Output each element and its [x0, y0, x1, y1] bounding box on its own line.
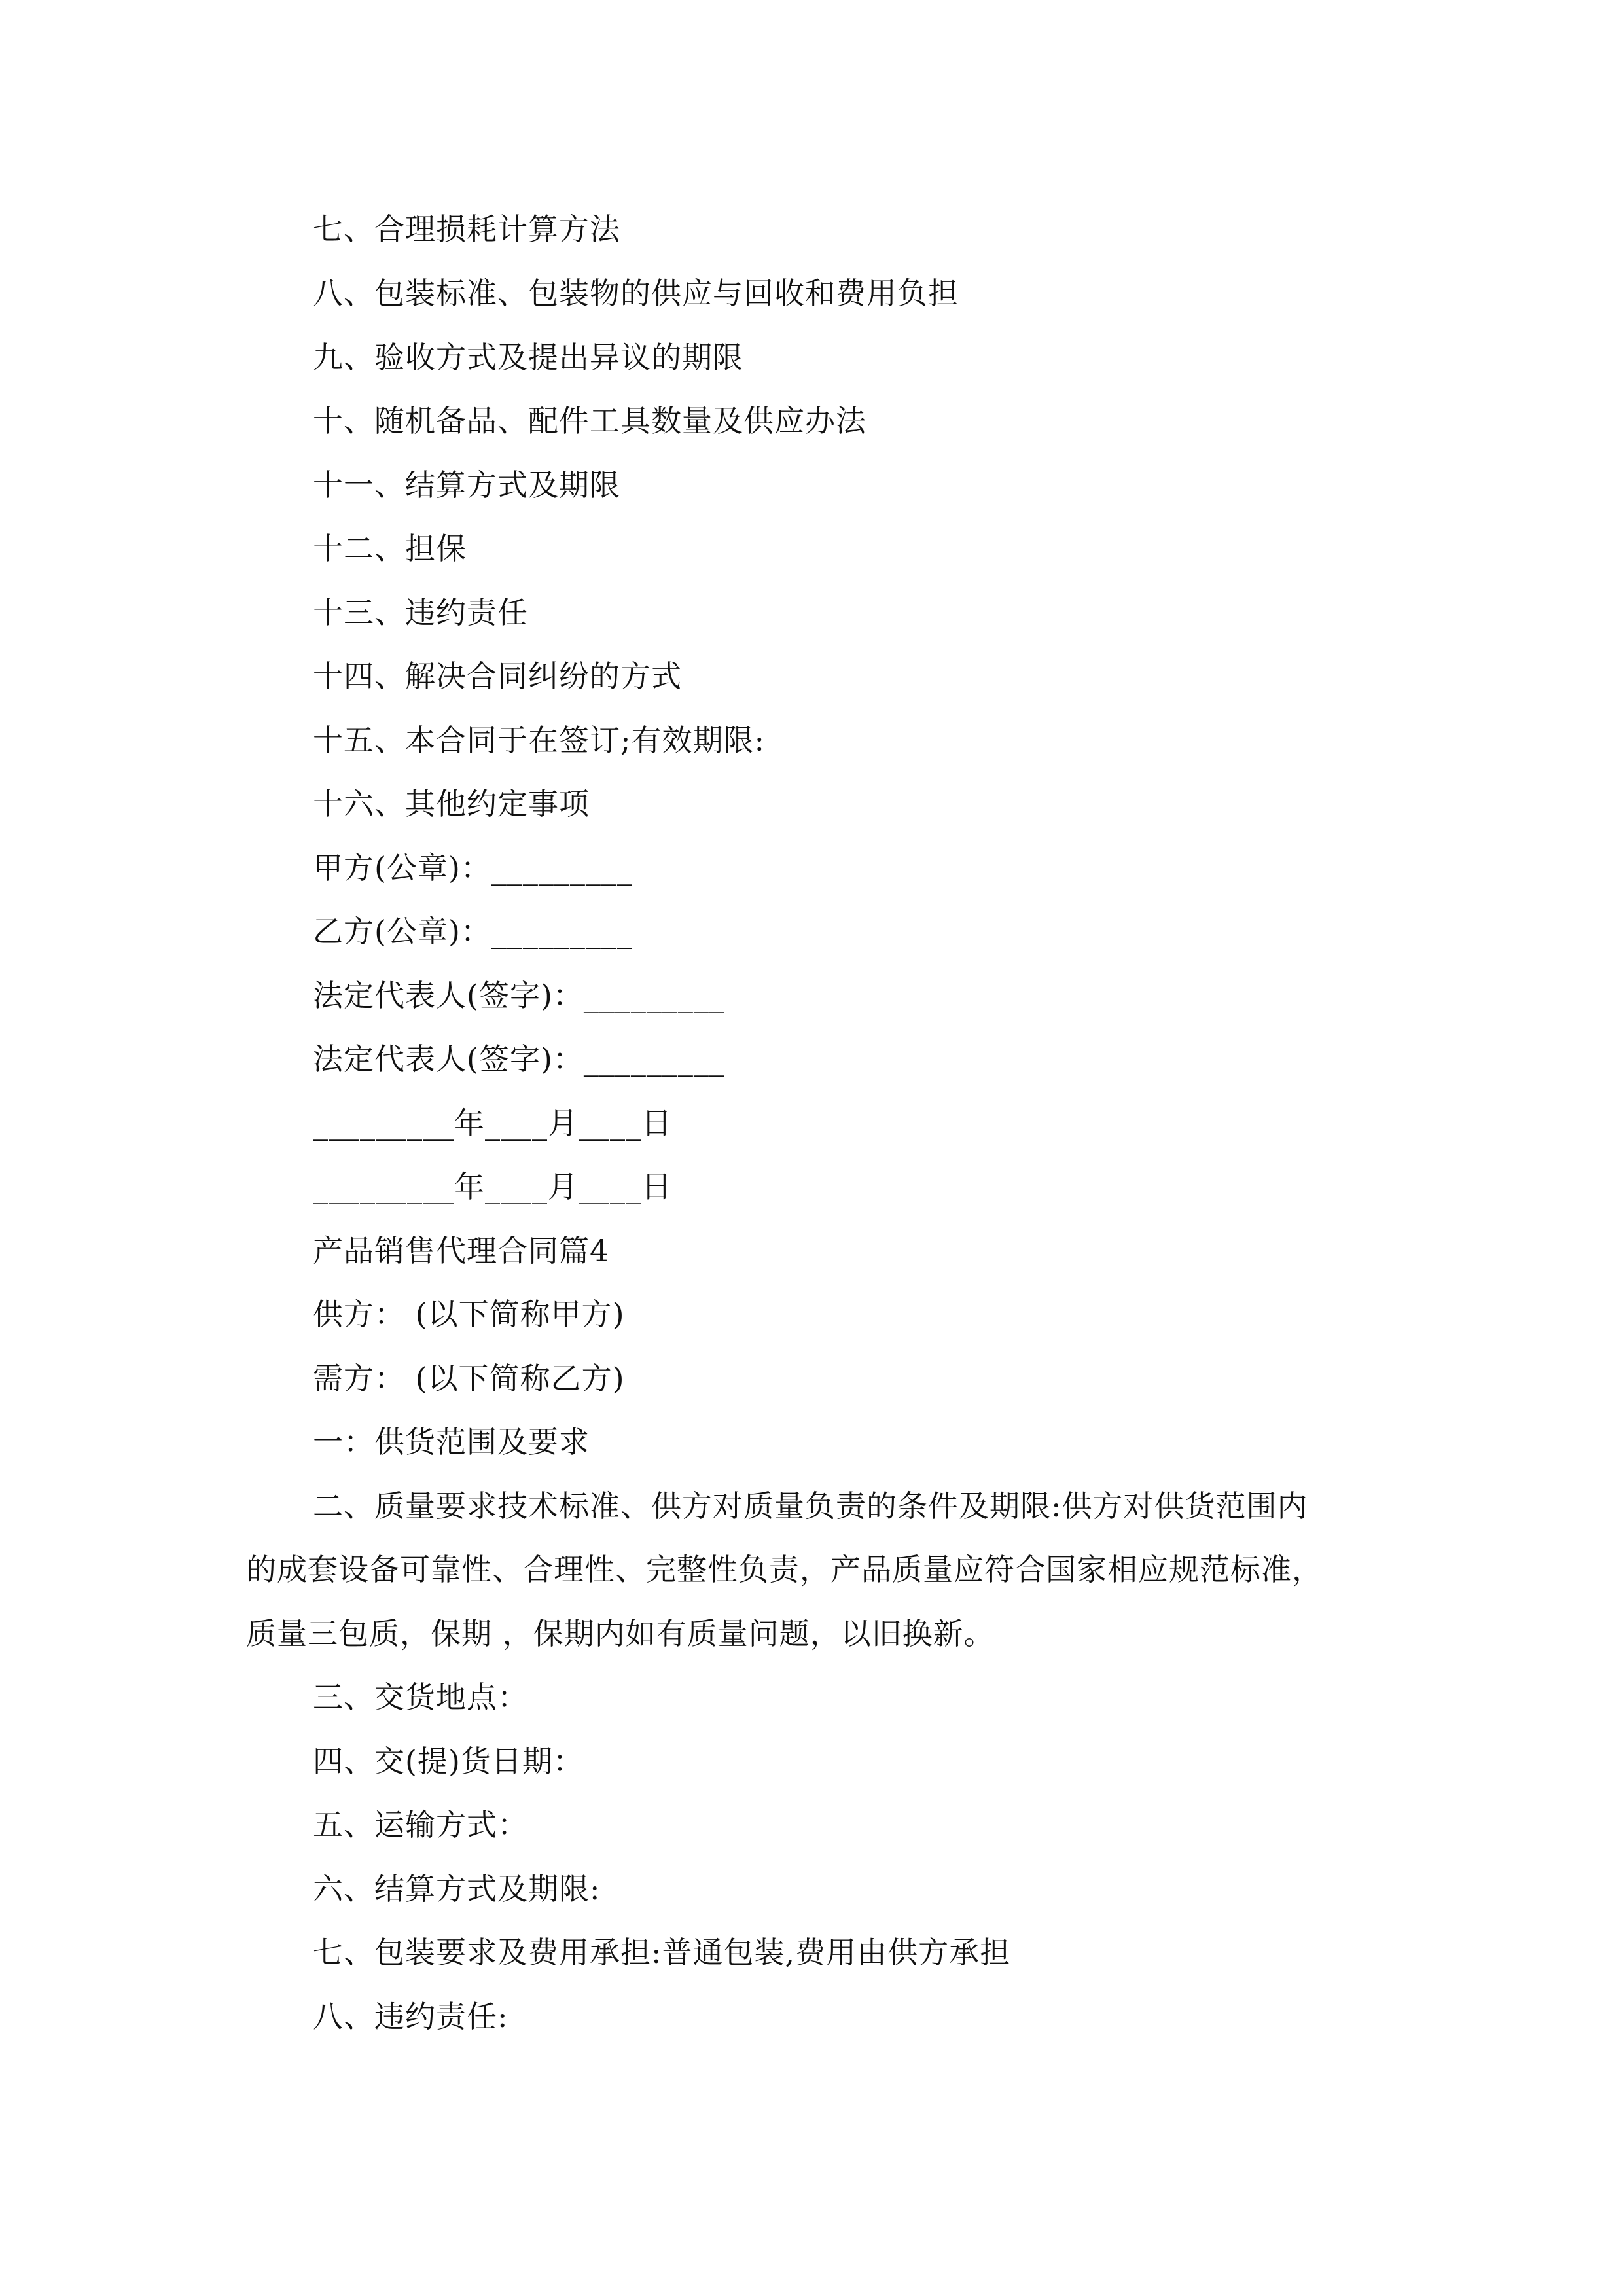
- clause-2-quality-line-2: 的成套设备可靠性、合理性、完整性负责，产品质量应符合国家相应规范标准，: [246, 1552, 1323, 1587]
- section-title: 产品销售代理合同篇4: [313, 1233, 610, 1268]
- clause-6-settlement: 六、结算方式及期限:: [313, 1871, 601, 1907]
- party-a-seal: 甲方(公章)：_________: [313, 850, 633, 886]
- clause-7-packaging-cost: 七、包装要求及费用承担:普通包装,费用由供方承担: [313, 1935, 1011, 1970]
- party-b-seal: 乙方(公章)：_________: [313, 914, 633, 949]
- supplier-line: 供方： (以下简称甲方): [313, 1297, 625, 1332]
- clause-15-validity: 十五、本合同于在签订;有效期限:: [313, 723, 765, 758]
- clause-10-spare-parts: 十、随机备品、配件工具数量及供应办法: [313, 403, 866, 439]
- date-line-a: _________年____月____日: [313, 1105, 672, 1141]
- clause-8-breach: 八、违约责任:: [313, 1999, 508, 2034]
- clause-2-quality-line-3: 质量三包质，保期 ，保期内如有质量问题，以旧换新。: [246, 1616, 995, 1651]
- clause-11-settlement: 十一、结算方式及期限: [313, 467, 620, 503]
- legal-rep-signature-b: 法定代表人(签字)：_________: [313, 1041, 725, 1077]
- legal-rep-signature-a: 法定代表人(签字)：_________: [313, 978, 725, 1013]
- clause-13-breach: 十三、违约责任: [313, 595, 528, 630]
- clause-1-scope: 一：供货范围及要求: [313, 1424, 590, 1460]
- clause-8-packaging: 八、包装标准、包装物的供应与回收和费用负担: [313, 276, 959, 311]
- clause-5-transport: 五、运输方式：: [313, 1807, 528, 1842]
- clause-12-guarantee: 十二、担保: [313, 531, 467, 566]
- clause-7-reasonable-loss: 七、合理损耗计算方法: [313, 211, 620, 247]
- clause-4-delivery-date: 四、交(提)货日期：: [313, 1744, 584, 1779]
- buyer-line: 需方： (以下简称乙方): [313, 1361, 625, 1396]
- clause-3-delivery-place: 三、交货地点：: [313, 1679, 528, 1715]
- clause-9-acceptance: 九、验收方式及提出异议的期限: [313, 340, 743, 375]
- clause-16-other: 十六、其他约定事项: [313, 786, 590, 821]
- clause-2-quality-line-1: 二、质量要求技术标准、供方对质量负责的条件及期限:供方对供货范围内: [313, 1488, 1308, 1524]
- date-line-b: _________年____月____日: [313, 1169, 672, 1204]
- clause-14-dispute: 十四、解决合同纠纷的方式: [313, 658, 682, 694]
